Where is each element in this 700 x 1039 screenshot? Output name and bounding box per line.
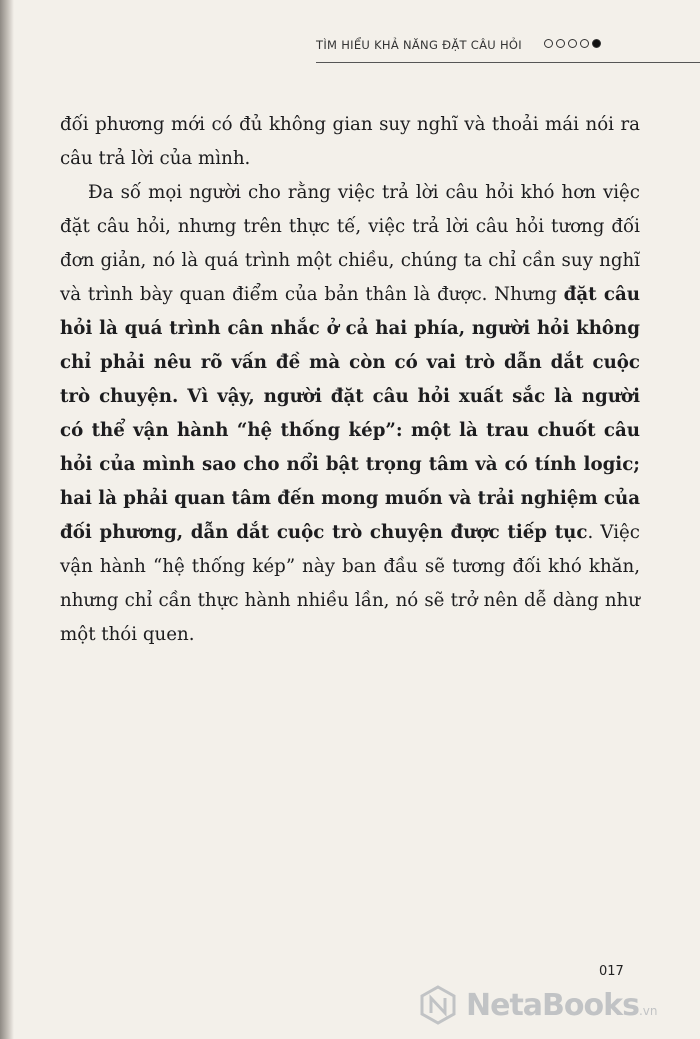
text-run: . Việc vận hành “hệ thống kép” này ban đầu sẽ tương đối khó khăn, nhưng chỉ cần thực hành nhiều lần, nó sẽ trở nên dễ dàng như một thói quen. <box>60 522 640 645</box>
watermark-text <box>466 988 657 1023</box>
paragraph <box>60 176 640 652</box>
header-rule <box>316 62 700 63</box>
page-number: 017 <box>599 964 624 979</box>
dot-icon <box>580 39 589 48</box>
page-gutter-shadow <box>0 0 14 1039</box>
dot-icon <box>568 39 577 48</box>
running-title: TÌM HIỂU KHẢ NĂNG ĐẶT CÂU HỎI <box>316 38 522 52</box>
bold-text-run: đặt câu hỏi là quá trình cân nhắc ở cả hai phía, người hỏi không chỉ phải nêu rõ vấn đề mà còn có vai trò dẫn dắt cuộc trò chuyện. Vì vậy, người đặt câu hỏi xuất sắc là người có thể vận hành “hệ thống kép”: một là trau chuốt câu hỏi của mình sao cho nổi bật trọng tâm và có tính logic; hai là phải quan tâm đến mong muốn và trải nghiệm của đối phương, dẫn dắt cuộc trò chuyện được tiếp tục <box>60 284 640 543</box>
progress-dots <box>544 39 601 48</box>
watermark <box>418 980 700 1030</box>
text-run: đối phương mới có đủ không gian suy nghĩ và thoải mái nói ra câu trả lời của mình. <box>60 114 640 169</box>
watermark-brand: NetaBooks <box>466 987 639 1023</box>
dot-icon <box>556 39 565 48</box>
netabooks-logo-icon <box>418 985 458 1025</box>
paragraph <box>60 108 640 176</box>
dot-filled-icon <box>592 39 601 48</box>
dot-icon <box>544 39 553 48</box>
text-run: Đa số mọi người cho rằng việc trả lời câu hỏi khó hơn việc đặt câu hỏi, nhưng trên thực tế, việc trả lời câu hỏi tương đối đơn giản, nó là quá trình một chiều, chúng ta chỉ cần suy nghĩ và trình bày quan điểm của bản thân là được. Nhưng <box>60 182 640 305</box>
running-header <box>316 36 616 56</box>
body-text <box>60 108 640 652</box>
watermark-suffix: .vn <box>638 1003 658 1018</box>
